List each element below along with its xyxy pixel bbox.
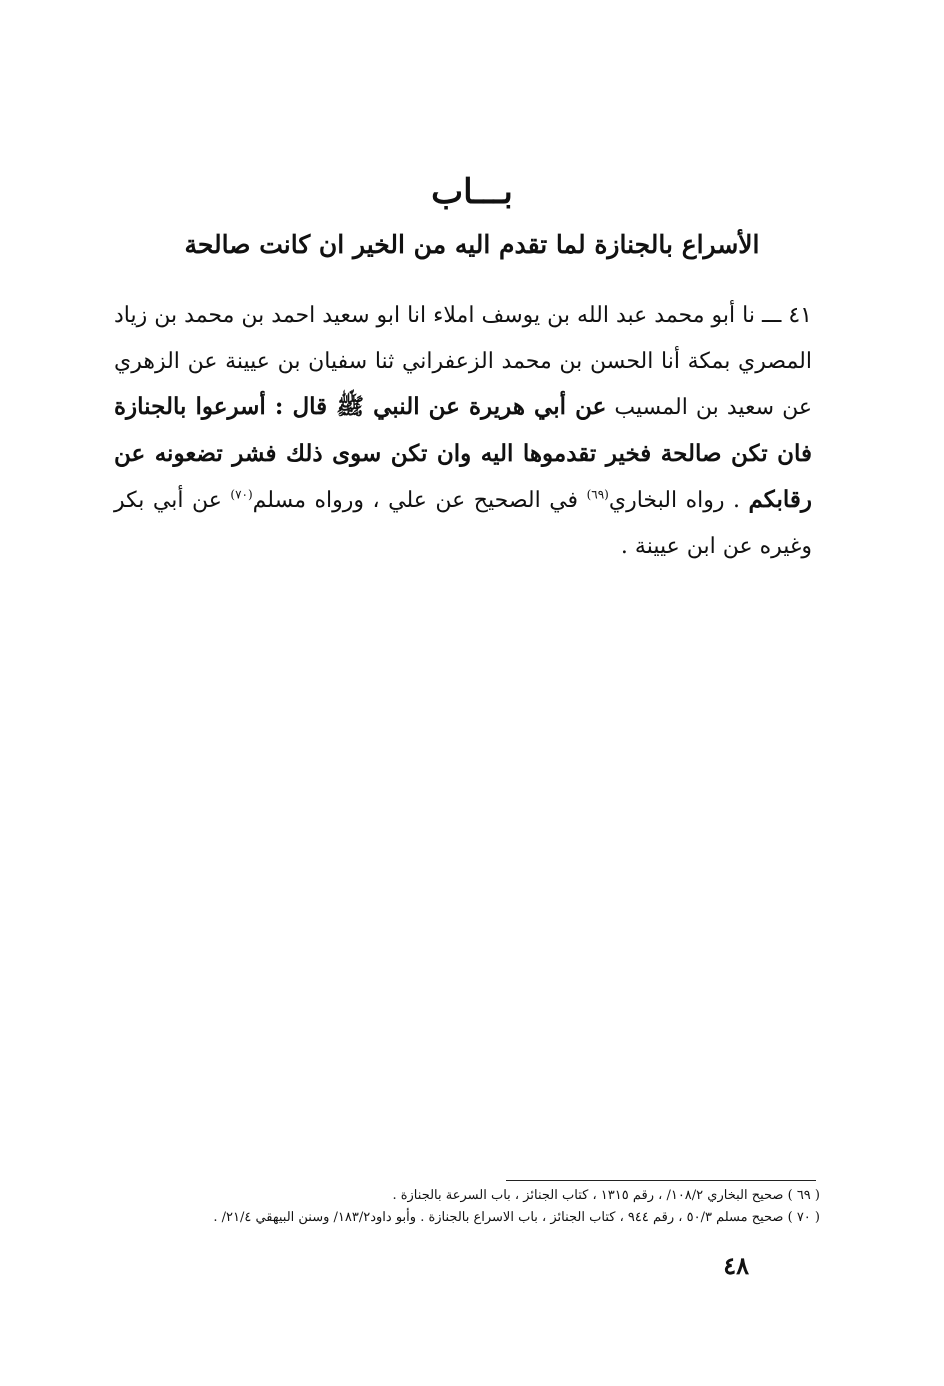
hadith-paragraph [114, 293, 812, 569]
footnote-ref-70[interactable]: (٧٠) [230, 487, 253, 502]
chapter-subtitle: الأسراع بالجنازة لما تقدم اليه من الخير ان كانت صالحة [184, 230, 760, 259]
hadith-number: ٤١ ـــ [754, 303, 812, 328]
page-number: ٤٨ [723, 1251, 749, 1280]
hadith-after-matn: . رواه البخاري [608, 488, 749, 513]
hadith-ending: عن أبي بكر وغيره عن ابن عيينة . [114, 488, 812, 559]
chapter-heading: بـــاب [431, 172, 513, 212]
hadith-matn: عن أبي هريرة عن النبي ﷺ قال : أسرعوا بالجنازة فان تكن صالحة فخير تقدموها اليه وان تكن سوى ذلك فشر تضعونه عن رقابكم [114, 393, 813, 513]
footnote-divider [506, 1180, 816, 1181]
footnote-70: ( ٧٠ ) صحيح مسلم ٥٠/٣ ، رقم ٩٤٤ ، كتاب الجنائز ، باب الاسراع بالجنازة . وأبو داود١٨٣/٢/ وسنن البيهقي ٢١/٤/ . [213, 1210, 820, 1225]
footnote-ref-69[interactable]: (٦٩) [586, 487, 609, 502]
footnotes [120, 1185, 820, 1229]
hadith-isnad: نا أبو محمد عبد الله بن يوسف املاء انا ابو سعيد احمد بن محمد بن زياد المصري بمكة أنا الحسن بن محمد الزعفراني ثنا سفيان بن عيينة عن الزهري عن سعيد بن المسيب [114, 303, 812, 420]
footnote-69: ( ٦٩ ) صحيح البخاري ١٠٨/٢/ ، رقم ١٣١٥ ، كتاب الجنائز ، باب السرعة بالجنازة . [392, 1188, 820, 1203]
hadith-between-refs: في الصحيح عن علي ، ورواه مسلم [252, 488, 587, 513]
